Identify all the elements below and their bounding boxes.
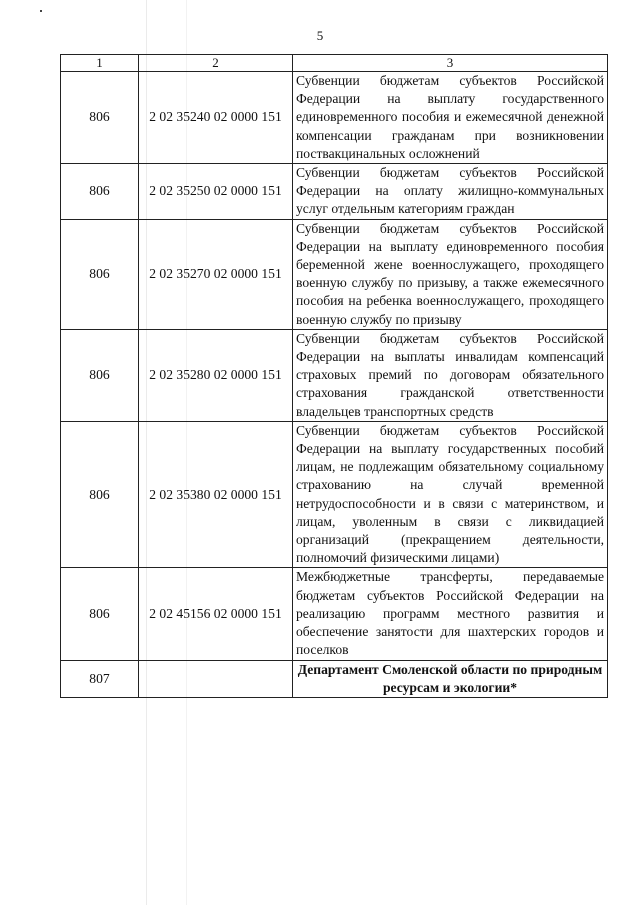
income-description-cell: Субвенции бюджетам субъектов Российской Федерации на выплату государственных пособий лицам, не подлежащим обязательному социальному страхованию на случай временной нетрудоспособности и в связи с материнством, и лицам, уволенным в связи с ликвидацией организаций (прекращением деятельности, полномочий физическими лицами) <box>293 421 608 568</box>
admin-code-cell: 806 <box>61 72 139 164</box>
admin-code-cell: 806 <box>61 329 139 421</box>
department-row <box>61 660 608 697</box>
admin-code-cell: 806 <box>61 421 139 568</box>
income-description-cell: Межбюджетные трансферты, передаваемые бюджетам субъектов Российской Федерации на реализацию программ местного развития и обеспечение занятости для шахтерских городов и поселков <box>293 568 608 660</box>
table-row <box>61 219 608 329</box>
income-code-cell: 2 02 35240 02 0000 151 <box>139 72 293 164</box>
income-code-cell-empty <box>139 660 293 697</box>
admin-code-cell: 806 <box>61 164 139 220</box>
income-description-cell: Субвенции бюджетам субъектов Российской Федерации на оплату жилищно-коммунальных услуг отдельным категориям граждан <box>293 164 608 220</box>
income-code-cell: 2 02 35380 02 0000 151 <box>139 421 293 568</box>
column-header-3: 3 <box>293 55 608 72</box>
income-description-cell: Субвенции бюджетам субъектов Российской Федерации на выплату единовременного пособия беременной жене военнослужащего, проходящего военную службу по призыву, а также ежемесячного пособия на ребенка военнослужащего, проходящего военную службу по призыву <box>293 219 608 329</box>
page-number: 5 <box>316 28 324 43</box>
income-code-cell: 2 02 45156 02 0000 151 <box>139 568 293 660</box>
table-row <box>61 568 608 660</box>
admin-code-cell: 807 <box>61 660 139 697</box>
income-code-cell: 2 02 35270 02 0000 151 <box>139 219 293 329</box>
income-code-cell: 2 02 35280 02 0000 151 <box>139 329 293 421</box>
table-header-row <box>61 55 608 72</box>
table-row <box>61 164 608 220</box>
income-description-cell: Субвенции бюджетам субъектов Российской Федерации на выплаты инвалидам компенсаций страховых премий по договорам обязательного страхования гражданской ответственности владельцев транспортных средств <box>293 329 608 421</box>
table-row <box>61 72 608 164</box>
scan-speck <box>40 10 42 12</box>
column-header-1: 1 <box>61 55 139 72</box>
admin-code-cell: 806 <box>61 568 139 660</box>
income-description-cell: Субвенции бюджетам субъектов Российской Федерации на выплату государственного единовременного пособия и ежемесячной денежной компенсации гражданам при возникновении поствакцинальных осложнений <box>293 72 608 164</box>
income-code-cell: 2 02 35250 02 0000 151 <box>139 164 293 220</box>
department-title-cell: Департамент Смоленской области по природным ресурсам и экологии* <box>293 660 608 697</box>
table-row <box>61 329 608 421</box>
table-row <box>61 421 608 568</box>
column-header-2: 2 <box>139 55 293 72</box>
admin-code-cell: 806 <box>61 219 139 329</box>
budget-classification-table <box>60 54 608 698</box>
